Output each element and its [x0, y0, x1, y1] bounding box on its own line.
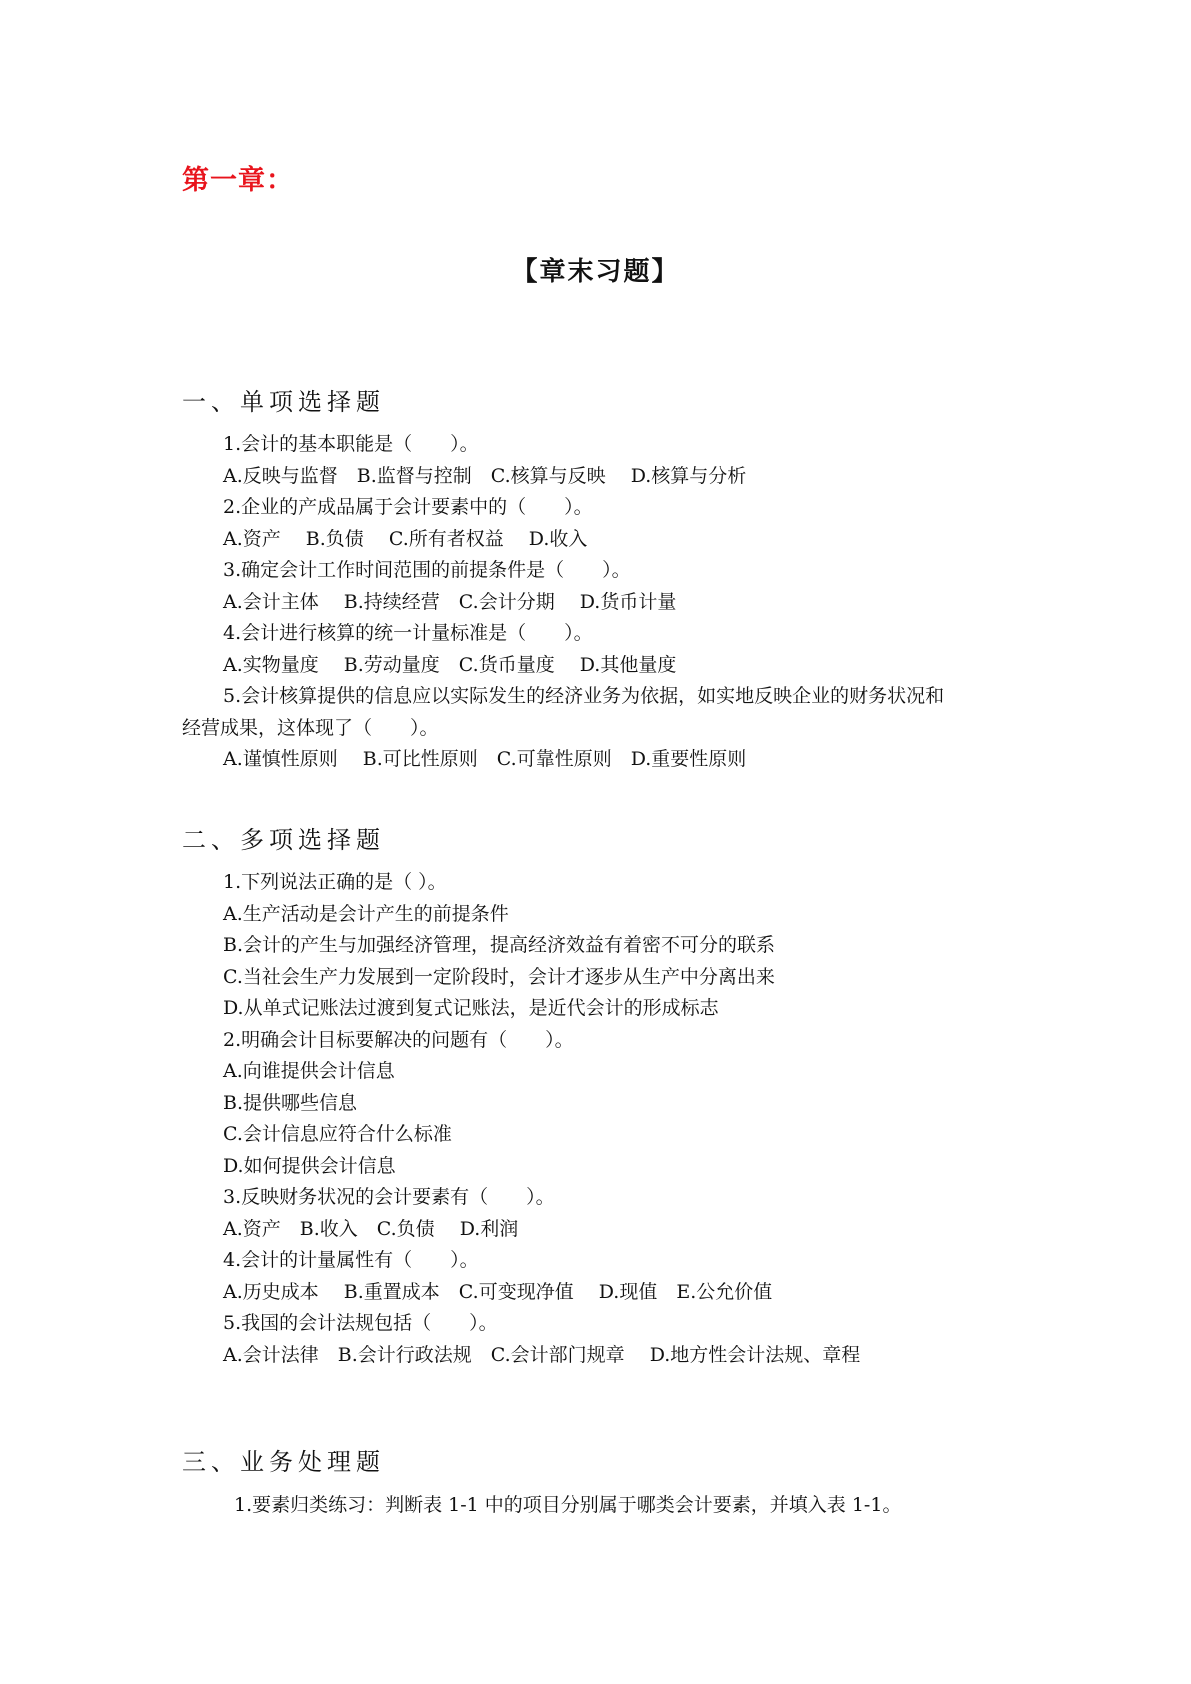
question-line: 2.明确会计目标要解决的问题有（ ）。: [223, 1028, 574, 1051]
question-line: 1.会计的基本职能是（ ）。: [223, 433, 479, 455]
question-line: 5.会计核算提供的信息应以实际发生的经济业务为依据，如实地反映企业的财务状况和: [223, 685, 945, 707]
option-line: C.会计信息应符合什么标准: [223, 1123, 452, 1145]
options-line: A.反映与监督 B.监督与控制 C.核算与反映 D.核算与分析: [223, 464, 747, 487]
options-line: A.资产 B.负债 C.所有者权益 D.收入: [223, 527, 588, 550]
question-line: 5.我国的会计法规包括（ ）。: [223, 1312, 498, 1334]
options-line: A.实物量度 B.劳动量度 C.货币量度 D.其他量度: [223, 653, 677, 676]
question-line: 4.会计进行核算的统一计量标准是（ ）。: [223, 622, 593, 644]
options-line: A.会计法律 B.会计行政法规 C.会计部门规章 D.地方性会计法规、章程: [223, 1343, 861, 1366]
section-business-processing: [182, 1490, 1022, 1522]
question-line: 3.确定会计工作时间范围的前提条件是（ ）。: [223, 559, 631, 581]
section-heading-business-processing: 三、业务处理题: [182, 1448, 385, 1476]
option-line: A.生产活动是会计产生的前提条件: [223, 902, 509, 925]
question-line: 1.要素归类练习：判断表 1-1 中的项目分别属于哪类会计要素，并填入表 1-1。: [234, 1494, 902, 1516]
options-line: A.谨慎性原则 B.可比性原则 C.可靠性原则 D.重要性原则: [223, 748, 747, 770]
options-line: A.会计主体 B.持续经营 C.会计分期 D.货币计量: [223, 590, 677, 613]
option-line: A.向谁提供会计信息: [223, 1060, 395, 1082]
options-line: A.历史成本 B.重置成本 C.可变现净值 D.现值 E.公允价值: [223, 1280, 773, 1303]
section-multiple-choice: [182, 867, 1022, 1371]
section-heading-single-choice: 一、单项选择题: [182, 388, 385, 416]
option-line: D.从单式记账法过渡到复式记账法，是近代会计的形成标志: [223, 997, 719, 1019]
chapter-title: 第一章：: [182, 165, 294, 196]
section-heading-multiple-choice: 二、多项选择题: [182, 826, 385, 854]
section-single-choice: [182, 429, 1022, 776]
option-line: B.提供哪些信息: [223, 1091, 358, 1114]
question-line: 1.下列说法正确的是（ ）。: [223, 871, 447, 893]
question-line: 3.反映财务状况的会计要素有（ ）。: [223, 1186, 555, 1208]
question-line-continued: 经营成果，这体现了（ ）。: [182, 716, 439, 739]
option-line: B.会计的产生与加强经济管理，提高经济效益有着密不可分的联系: [223, 934, 776, 956]
option-line: C.当社会生产力发展到一定阶段时，会计才逐步从生产中分离出来: [223, 965, 775, 988]
question-line: 4.会计的计量属性有（ ）。: [223, 1249, 479, 1271]
options-line: A.资产 B.收入 C.负债 D.利润: [223, 1217, 519, 1240]
option-line: D.如何提供会计信息: [223, 1154, 396, 1177]
question-line: 2.企业的产成品属于会计要素中的（ ）。: [223, 496, 593, 518]
exercise-title: 【章末习题】: [511, 257, 680, 287]
